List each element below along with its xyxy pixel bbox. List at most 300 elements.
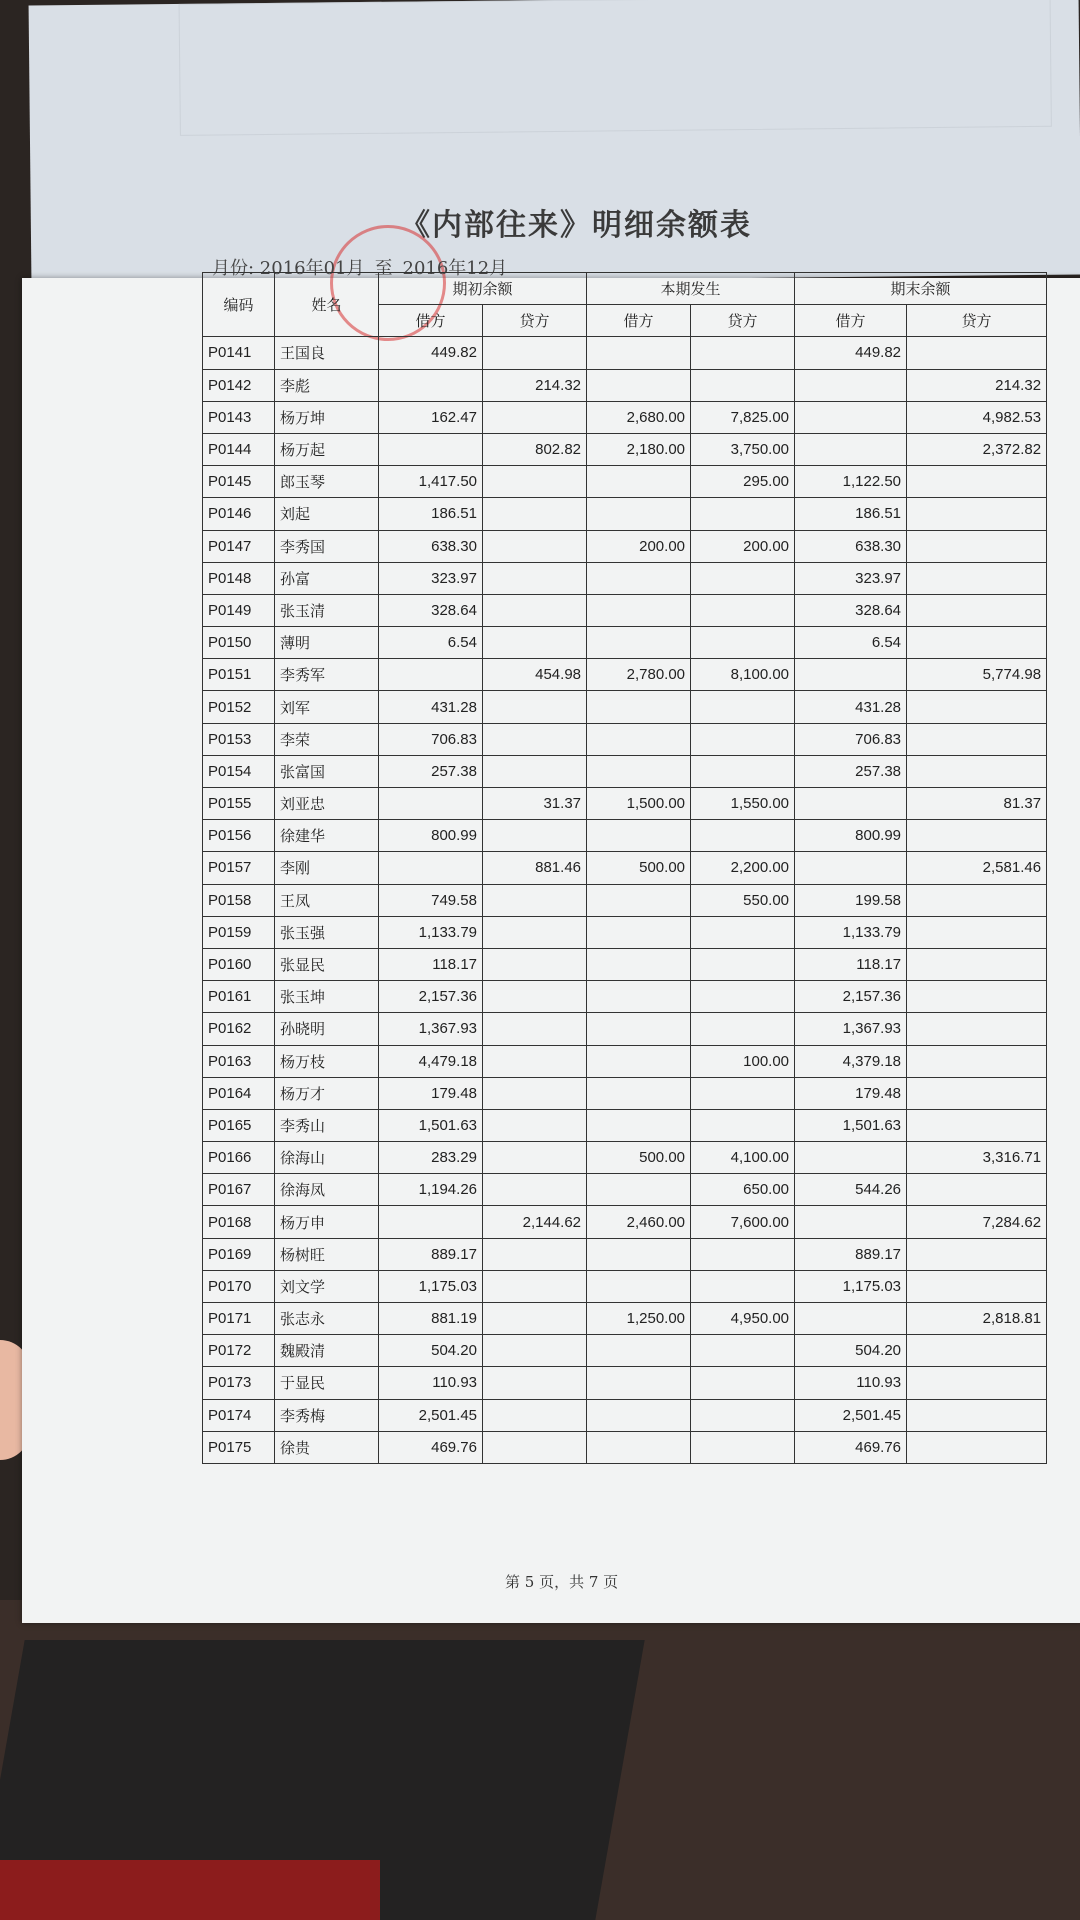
- cell-ob-d: 186.51: [379, 498, 483, 530]
- cell-ob-d: 179.48: [379, 1077, 483, 1109]
- cell-code: P0154: [203, 755, 275, 787]
- cell-code: P0153: [203, 723, 275, 755]
- cell-ob-d: [379, 1206, 483, 1238]
- header-closing-credit: 贷方: [907, 305, 1047, 337]
- cell-ob-d: 1,501.63: [379, 1109, 483, 1141]
- cell-p-d: [587, 916, 691, 948]
- cell-p-d: [587, 1077, 691, 1109]
- cell-code: P0150: [203, 627, 275, 659]
- cell-p-d: [587, 498, 691, 530]
- table-row: [203, 1238, 1047, 1270]
- cell-ob-c: [483, 1367, 587, 1399]
- ledger-rows: [203, 337, 1047, 1464]
- cell-cb-c: [907, 627, 1047, 659]
- cell-p-d: [587, 755, 691, 787]
- cell-code: P0160: [203, 948, 275, 980]
- cell-p-d: [587, 1335, 691, 1367]
- cell-ob-c: [483, 1077, 587, 1109]
- cell-cb-c: [907, 1270, 1047, 1302]
- cell-ob-c: [483, 1270, 587, 1302]
- cell-code: P0142: [203, 369, 275, 401]
- cell-cb-d: 2,157.36: [795, 981, 907, 1013]
- table-row: [203, 1399, 1047, 1431]
- cell-cb-d: 179.48: [795, 1077, 907, 1109]
- header-closing-debit: 借方: [795, 305, 907, 337]
- table-row: [203, 401, 1047, 433]
- table-row: [203, 1431, 1047, 1463]
- cell-name: 李秀梅: [275, 1399, 379, 1431]
- cell-name: 王国良: [275, 337, 379, 369]
- cell-ob-d: 328.64: [379, 594, 483, 626]
- cell-p-c: [691, 1109, 795, 1141]
- cell-cb-c: [907, 530, 1047, 562]
- cell-ob-d: 881.19: [379, 1303, 483, 1335]
- cell-p-d: [587, 594, 691, 626]
- cell-ob-d: [379, 852, 483, 884]
- cell-cb-c: [907, 1045, 1047, 1077]
- cell-cb-c: [907, 337, 1047, 369]
- table-row: [203, 1206, 1047, 1238]
- table-row: [203, 627, 1047, 659]
- cell-ob-d: 469.76: [379, 1431, 483, 1463]
- table-row: [203, 530, 1047, 562]
- cell-p-c: [691, 981, 795, 1013]
- cell-ob-d: 706.83: [379, 723, 483, 755]
- cell-ob-c: [483, 723, 587, 755]
- faint-table: [179, 0, 1052, 136]
- cell-ob-c: [483, 755, 587, 787]
- cell-cb-c: 7,284.62: [907, 1206, 1047, 1238]
- cell-ob-c: [483, 1013, 587, 1045]
- cell-cb-c: 214.32: [907, 369, 1047, 401]
- table-row: [203, 594, 1047, 626]
- cell-cb-d: 323.97: [795, 562, 907, 594]
- cell-p-c: [691, 1399, 795, 1431]
- cell-code: P0144: [203, 433, 275, 465]
- cell-cb-c: [907, 1013, 1047, 1045]
- cell-cb-c: [907, 466, 1047, 498]
- cell-cb-d: 2,501.45: [795, 1399, 907, 1431]
- cell-ob-d: 449.82: [379, 337, 483, 369]
- cell-ob-c: [483, 530, 587, 562]
- table-row: [203, 755, 1047, 787]
- cell-cb-d: [795, 1142, 907, 1174]
- table-row: [203, 1109, 1047, 1141]
- cell-ob-d: 504.20: [379, 1335, 483, 1367]
- cell-ob-d: 162.47: [379, 401, 483, 433]
- cell-ob-c: [483, 691, 587, 723]
- cell-p-d: [587, 562, 691, 594]
- cell-cb-c: [907, 981, 1047, 1013]
- cell-ob-c: [483, 401, 587, 433]
- cell-name: 孙富: [275, 562, 379, 594]
- cell-cb-d: [795, 433, 907, 465]
- cell-p-c: [691, 627, 795, 659]
- cell-ob-c: [483, 1045, 587, 1077]
- cell-name: 李荣: [275, 723, 379, 755]
- cell-cb-d: 1,175.03: [795, 1270, 907, 1302]
- cell-cb-d: [795, 659, 907, 691]
- cell-name: 杨万才: [275, 1077, 379, 1109]
- cell-name: 李彪: [275, 369, 379, 401]
- table-row: [203, 369, 1047, 401]
- cell-code: P0161: [203, 981, 275, 1013]
- header-period: 本期发生: [587, 273, 795, 305]
- cell-ob-c: [483, 337, 587, 369]
- cell-cb-d: 328.64: [795, 594, 907, 626]
- cell-cb-c: 81.37: [907, 788, 1047, 820]
- cell-cb-d: 6.54: [795, 627, 907, 659]
- cell-code: P0164: [203, 1077, 275, 1109]
- cell-name: 徐建华: [275, 820, 379, 852]
- cell-p-d: 1,500.00: [587, 788, 691, 820]
- cell-p-c: [691, 562, 795, 594]
- table-row: [203, 852, 1047, 884]
- table-row: [203, 1303, 1047, 1335]
- table-row: [203, 820, 1047, 852]
- cell-name: 刘军: [275, 691, 379, 723]
- cell-code: P0145: [203, 466, 275, 498]
- cell-cb-d: 544.26: [795, 1174, 907, 1206]
- cell-cb-d: 638.30: [795, 530, 907, 562]
- table-row: [203, 337, 1047, 369]
- cell-p-c: 295.00: [691, 466, 795, 498]
- cell-cb-c: [907, 498, 1047, 530]
- header-closing: 期末余额: [795, 273, 1047, 305]
- table-row: [203, 433, 1047, 465]
- cell-ob-d: 800.99: [379, 820, 483, 852]
- cell-p-c: [691, 755, 795, 787]
- cell-name: 张玉清: [275, 594, 379, 626]
- cell-cb-c: [907, 562, 1047, 594]
- cell-p-c: [691, 916, 795, 948]
- cell-p-c: [691, 691, 795, 723]
- cell-cb-c: [907, 820, 1047, 852]
- cell-cb-d: [795, 369, 907, 401]
- cell-name: 杨万申: [275, 1206, 379, 1238]
- cell-name: 徐海山: [275, 1142, 379, 1174]
- cell-name: 孙晓明: [275, 1013, 379, 1045]
- cell-p-c: [691, 337, 795, 369]
- cell-p-d: [587, 1013, 691, 1045]
- cell-cb-d: 449.82: [795, 337, 907, 369]
- cell-name: 王凤: [275, 884, 379, 916]
- cell-cb-d: 1,122.50: [795, 466, 907, 498]
- cell-name: 张显民: [275, 948, 379, 980]
- cell-cb-c: 2,372.82: [907, 433, 1047, 465]
- cell-name: 李刚: [275, 852, 379, 884]
- date-to: 2016年12月: [402, 258, 508, 279]
- cell-cb-c: 5,774.98: [907, 659, 1047, 691]
- cell-cb-c: 2,581.46: [907, 852, 1047, 884]
- cell-ob-c: [483, 594, 587, 626]
- cell-cb-c: [907, 884, 1047, 916]
- cell-cb-c: [907, 755, 1047, 787]
- table-row: [203, 1335, 1047, 1367]
- cell-code: P0156: [203, 820, 275, 852]
- table-row: [203, 498, 1047, 530]
- cell-code: P0165: [203, 1109, 275, 1141]
- cell-ob-d: 283.29: [379, 1142, 483, 1174]
- cell-ob-d: [379, 659, 483, 691]
- cell-p-c: [691, 1431, 795, 1463]
- cell-p-d: 500.00: [587, 1142, 691, 1174]
- cell-code: P0151: [203, 659, 275, 691]
- cell-cb-c: [907, 1367, 1047, 1399]
- cell-ob-c: [483, 1142, 587, 1174]
- cell-p-d: [587, 1045, 691, 1077]
- cell-cb-d: 504.20: [795, 1335, 907, 1367]
- cell-p-d: [587, 948, 691, 980]
- cell-code: P0173: [203, 1367, 275, 1399]
- cell-code: P0175: [203, 1431, 275, 1463]
- cell-cb-d: 800.99: [795, 820, 907, 852]
- cell-cb-d: 469.76: [795, 1431, 907, 1463]
- cell-cb-d: [795, 852, 907, 884]
- cell-ob-d: 110.93: [379, 1367, 483, 1399]
- cell-name: 张富国: [275, 755, 379, 787]
- cell-ob-c: 214.32: [483, 369, 587, 401]
- cell-ob-c: 31.37: [483, 788, 587, 820]
- cell-cb-d: [795, 401, 907, 433]
- cell-p-c: [691, 1077, 795, 1109]
- header-code: 编码: [203, 273, 275, 337]
- cell-p-c: [691, 1270, 795, 1302]
- cell-ob-c: [483, 916, 587, 948]
- table-row: [203, 1367, 1047, 1399]
- cell-ob-c: [483, 1303, 587, 1335]
- cell-p-c: 650.00: [691, 1174, 795, 1206]
- cell-cb-c: [907, 1109, 1047, 1141]
- cell-cb-c: [907, 1399, 1047, 1431]
- cell-ob-c: [483, 1399, 587, 1431]
- cell-name: 李秀军: [275, 659, 379, 691]
- cell-ob-d: 431.28: [379, 691, 483, 723]
- cell-ob-d: 749.58: [379, 884, 483, 916]
- cell-ob-c: [483, 627, 587, 659]
- cell-ob-c: 2,144.62: [483, 1206, 587, 1238]
- cell-name: 杨树旺: [275, 1238, 379, 1270]
- header-opening: 期初余额: [379, 273, 587, 305]
- cell-name: 于显民: [275, 1367, 379, 1399]
- header-opening-debit: 借方: [379, 305, 483, 337]
- cell-ob-c: 802.82: [483, 433, 587, 465]
- cell-cb-c: [907, 691, 1047, 723]
- cell-cb-c: [907, 948, 1047, 980]
- cell-p-c: [691, 1335, 795, 1367]
- cell-p-c: [691, 594, 795, 626]
- cell-ob-d: 2,157.36: [379, 981, 483, 1013]
- cell-cb-c: [907, 594, 1047, 626]
- table-row: [203, 981, 1047, 1013]
- cell-p-d: [587, 1238, 691, 1270]
- cell-p-c: 4,100.00: [691, 1142, 795, 1174]
- cell-p-d: [587, 884, 691, 916]
- cell-ob-c: [483, 884, 587, 916]
- background-red-cloth: [0, 1860, 380, 1920]
- page-number: 第 5 页，共 7 页: [505, 1573, 619, 1591]
- date-to-word: 至: [374, 258, 393, 279]
- cell-cb-d: 110.93: [795, 1367, 907, 1399]
- cell-code: P0155: [203, 788, 275, 820]
- cell-name: 刘亚忠: [275, 788, 379, 820]
- cell-p-c: [691, 1367, 795, 1399]
- table-row: [203, 691, 1047, 723]
- cell-name: 徐海凤: [275, 1174, 379, 1206]
- cell-code: P0149: [203, 594, 275, 626]
- header-period-debit: 借方: [587, 305, 691, 337]
- cell-ob-d: 6.54: [379, 627, 483, 659]
- cell-p-d: 2,780.00: [587, 659, 691, 691]
- cell-cb-d: 257.38: [795, 755, 907, 787]
- cell-cb-c: [907, 1335, 1047, 1367]
- cell-p-d: [587, 627, 691, 659]
- table-row: [203, 948, 1047, 980]
- cell-p-d: 2,460.00: [587, 1206, 691, 1238]
- cell-p-d: [587, 369, 691, 401]
- cell-name: 杨万枝: [275, 1045, 379, 1077]
- cell-ob-d: 889.17: [379, 1238, 483, 1270]
- cell-ob-c: [483, 1431, 587, 1463]
- cell-p-c: [691, 723, 795, 755]
- cell-ob-c: [483, 1174, 587, 1206]
- cell-ob-d: 4,479.18: [379, 1045, 483, 1077]
- cell-ob-d: 1,417.50: [379, 466, 483, 498]
- cell-ob-c: [483, 948, 587, 980]
- cell-p-d: 2,180.00: [587, 433, 691, 465]
- cell-code: P0166: [203, 1142, 275, 1174]
- table-row: [203, 1142, 1047, 1174]
- document-title: 《内部往来》明细余额表: [400, 208, 752, 243]
- table-row: [203, 723, 1047, 755]
- cell-p-c: [691, 820, 795, 852]
- header-period-credit: 贷方: [691, 305, 795, 337]
- cell-ob-d: 1,133.79: [379, 916, 483, 948]
- cell-ob-d: 638.30: [379, 530, 483, 562]
- cell-p-d: [587, 337, 691, 369]
- cell-code: P0158: [203, 884, 275, 916]
- cell-ob-d: 323.97: [379, 562, 483, 594]
- cell-code: P0148: [203, 562, 275, 594]
- cell-ob-d: 257.38: [379, 755, 483, 787]
- cell-ob-d: [379, 788, 483, 820]
- cell-p-d: [587, 723, 691, 755]
- cell-ob-d: [379, 433, 483, 465]
- cell-cb-c: [907, 723, 1047, 755]
- cell-p-c: 3,750.00: [691, 433, 795, 465]
- cell-name: 刘起: [275, 498, 379, 530]
- cell-p-c: 8,100.00: [691, 659, 795, 691]
- cell-p-c: 550.00: [691, 884, 795, 916]
- cell-cb-d: 118.17: [795, 948, 907, 980]
- cell-cb-d: 4,379.18: [795, 1045, 907, 1077]
- header-name: 姓名: [275, 273, 379, 337]
- table-row: [203, 466, 1047, 498]
- cell-code: P0141: [203, 337, 275, 369]
- cell-p-d: [587, 820, 691, 852]
- cell-name: 郎玉琴: [275, 466, 379, 498]
- cell-cb-c: [907, 1174, 1047, 1206]
- cell-p-c: [691, 948, 795, 980]
- cell-ob-c: [483, 981, 587, 1013]
- table-row: [203, 884, 1047, 916]
- cell-cb-c: [907, 1077, 1047, 1109]
- cell-name: 刘文学: [275, 1270, 379, 1302]
- table-row: [203, 1077, 1047, 1109]
- cell-cb-d: 1,367.93: [795, 1013, 907, 1045]
- cell-p-c: 1,550.00: [691, 788, 795, 820]
- cell-code: P0157: [203, 852, 275, 884]
- cell-name: 徐贵: [275, 1431, 379, 1463]
- cell-cb-d: [795, 788, 907, 820]
- cell-code: P0152: [203, 691, 275, 723]
- cell-cb-d: 1,133.79: [795, 916, 907, 948]
- cell-p-d: 2,680.00: [587, 401, 691, 433]
- cell-cb-c: [907, 916, 1047, 948]
- ledger-table: [202, 272, 1047, 1464]
- cell-cb-d: [795, 1206, 907, 1238]
- cell-p-c: [691, 1013, 795, 1045]
- cell-p-d: [587, 1109, 691, 1141]
- cell-code: P0168: [203, 1206, 275, 1238]
- cell-code: P0170: [203, 1270, 275, 1302]
- cell-ob-d: 2,501.45: [379, 1399, 483, 1431]
- table-row: [203, 659, 1047, 691]
- cell-p-d: 200.00: [587, 530, 691, 562]
- header-opening-credit: 贷方: [483, 305, 587, 337]
- cell-name: 薄明: [275, 627, 379, 659]
- cell-ob-d: 1,175.03: [379, 1270, 483, 1302]
- cell-ob-d: 1,194.26: [379, 1174, 483, 1206]
- cell-p-d: [587, 1431, 691, 1463]
- table-row: [203, 1045, 1047, 1077]
- cell-code: P0171: [203, 1303, 275, 1335]
- cell-p-d: 1,250.00: [587, 1303, 691, 1335]
- cell-code: P0143: [203, 401, 275, 433]
- cell-name: 张志永: [275, 1303, 379, 1335]
- cell-name: 杨万起: [275, 433, 379, 465]
- cell-ob-c: [483, 498, 587, 530]
- cell-p-d: [587, 1174, 691, 1206]
- cell-cb-d: 431.28: [795, 691, 907, 723]
- cell-p-d: [587, 1270, 691, 1302]
- cell-ob-c: [483, 1109, 587, 1141]
- cell-p-d: [587, 466, 691, 498]
- date-from: 月份: 2016年01月: [212, 258, 365, 279]
- cell-name: 杨万坤: [275, 401, 379, 433]
- cell-ob-c: 881.46: [483, 852, 587, 884]
- cell-ob-c: [483, 820, 587, 852]
- cell-p-c: 7,825.00: [691, 401, 795, 433]
- cell-cb-c: 4,982.53: [907, 401, 1047, 433]
- cell-code: P0174: [203, 1399, 275, 1431]
- cell-ob-c: 454.98: [483, 659, 587, 691]
- cell-code: P0167: [203, 1174, 275, 1206]
- cell-code: P0172: [203, 1335, 275, 1367]
- cell-code: P0163: [203, 1045, 275, 1077]
- cell-ob-c: [483, 562, 587, 594]
- cell-name: 魏殿清: [275, 1335, 379, 1367]
- cell-cb-d: 1,501.63: [795, 1109, 907, 1141]
- table-row: [203, 562, 1047, 594]
- table-row: [203, 1013, 1047, 1045]
- cell-code: P0147: [203, 530, 275, 562]
- cell-cb-d: 706.83: [795, 723, 907, 755]
- cell-code: P0169: [203, 1238, 275, 1270]
- cell-code: P0159: [203, 916, 275, 948]
- cell-p-c: 7,600.00: [691, 1206, 795, 1238]
- cell-cb-d: [795, 1303, 907, 1335]
